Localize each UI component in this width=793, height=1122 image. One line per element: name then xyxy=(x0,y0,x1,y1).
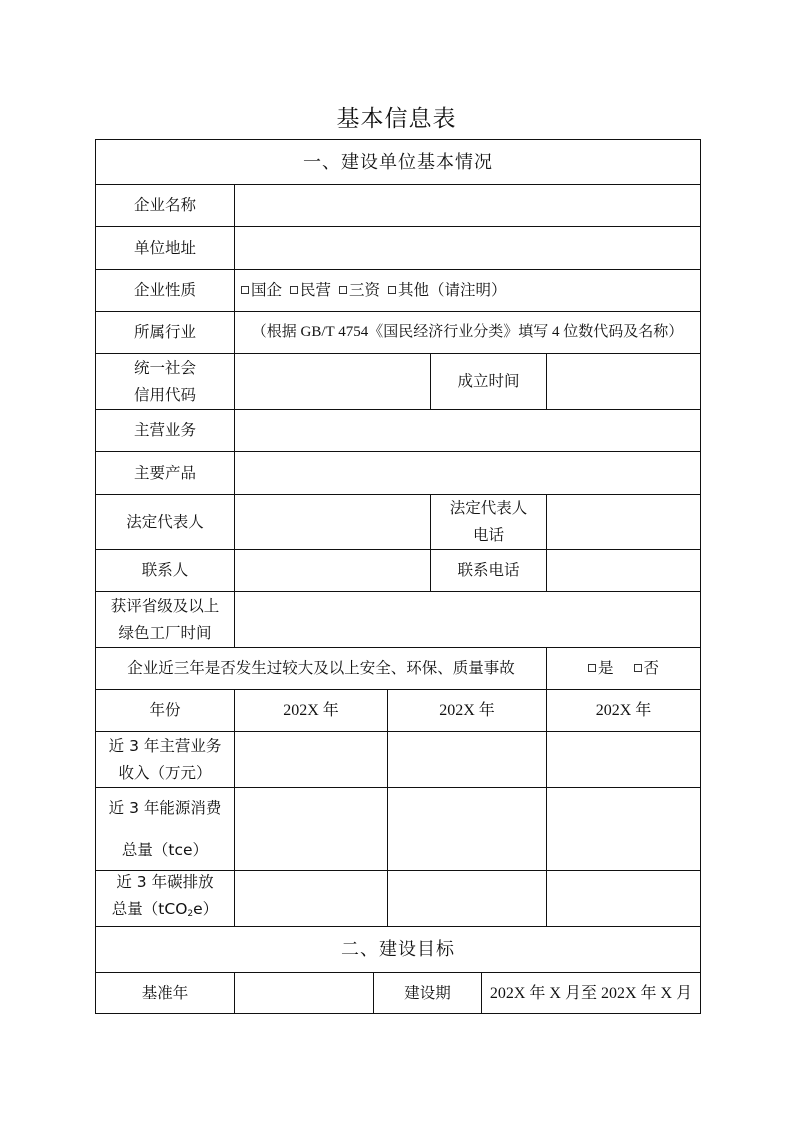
credit-code-label-line1: 统一社会 xyxy=(133,358,196,377)
nature-option-label: 其他（请注明） xyxy=(398,281,507,299)
accident-option-yes-label: 是 xyxy=(597,659,614,677)
company-name-label xyxy=(95,184,235,227)
carbon-label-line1: 近 3 年碳排放 xyxy=(116,873,214,891)
page-title: 基本信息表 xyxy=(336,106,457,132)
period-label-text: 建设期 xyxy=(404,983,451,1002)
carbon-label-prefix: 总量（tCO xyxy=(111,900,188,918)
checkbox-icon[interactable] xyxy=(290,286,298,294)
credit-code-field[interactable] xyxy=(234,353,431,410)
section-2-heading-text: 二、建设目标 xyxy=(341,939,455,960)
legal-rep-phone-label xyxy=(430,494,547,550)
carbon-year-1-field[interactable] xyxy=(234,870,388,927)
accident-question xyxy=(95,647,547,690)
nature-option-label: 民营 xyxy=(300,281,332,299)
carbon-label-line2 xyxy=(112,896,218,928)
year-column-2 xyxy=(387,689,547,732)
address-label-text: 单位地址 xyxy=(133,238,196,257)
legal-rep-phone-field[interactable] xyxy=(546,494,701,550)
base-year-field[interactable] xyxy=(234,972,374,1014)
period-field[interactable] xyxy=(481,972,701,1014)
section-1-heading-text: 一、建设单位基本情况 xyxy=(303,151,493,173)
energy-year-1-field[interactable] xyxy=(234,787,388,871)
nature-label-text: 企业性质 xyxy=(133,281,196,299)
checkbox-icon[interactable] xyxy=(339,286,347,294)
year-label xyxy=(95,689,235,732)
energy-label xyxy=(95,787,235,871)
revenue-year-3-field[interactable] xyxy=(546,731,701,788)
revenue-year-1-field[interactable] xyxy=(234,731,388,788)
green-factory-label xyxy=(95,591,235,648)
contact-label xyxy=(95,549,235,592)
legal-rep-label-text: 法定代表人 xyxy=(126,512,204,531)
section-2-heading xyxy=(95,926,701,973)
carbon-year-3-field[interactable] xyxy=(546,870,701,927)
checkbox-icon[interactable] xyxy=(588,664,596,672)
accident-question-text: 企业近三年是否发生过较大及以上安全、环保、质量事故 xyxy=(127,659,515,677)
industry-field[interactable] xyxy=(234,311,701,354)
established-field[interactable] xyxy=(546,353,701,410)
year-3-text: 202X 年 xyxy=(595,702,652,719)
legal-rep-phone-label-line1: 法定代表人 xyxy=(449,499,528,517)
address-field[interactable] xyxy=(234,226,701,270)
energy-year-3-field[interactable] xyxy=(546,787,701,871)
energy-label-line2: 总量（tce） xyxy=(121,841,209,859)
carbon-label-suffix: e） xyxy=(193,900,219,918)
address-label xyxy=(95,226,235,270)
credit-code-label-line2: 信用代码 xyxy=(133,385,196,404)
base-year-label-text: 基准年 xyxy=(141,983,189,1002)
carbon-label-subscript: 2 xyxy=(187,909,194,919)
company-name-field[interactable] xyxy=(234,184,701,227)
nature-option-other[interactable] xyxy=(388,277,507,304)
main-products-field[interactable] xyxy=(234,451,701,495)
accident-option-no[interactable] xyxy=(634,655,660,682)
nature-option-foreign[interactable] xyxy=(339,277,380,304)
nature-label xyxy=(95,269,235,312)
year-column-3 xyxy=(546,689,701,732)
accident-options xyxy=(546,647,701,690)
green-factory-field[interactable] xyxy=(234,591,701,648)
base-year-label xyxy=(95,972,235,1014)
nature-option-label: 三资 xyxy=(349,281,381,299)
accident-option-yes[interactable] xyxy=(588,655,614,682)
period-label xyxy=(373,972,482,1014)
revenue-label-line1: 近 3 年主营业务 xyxy=(108,736,222,755)
contact-phone-label xyxy=(430,549,547,592)
industry-hint: （根据 GB/T 4754《国民经济行业分类》填写 4 位数代码及名称） xyxy=(251,324,684,340)
established-label-text: 成立时间 xyxy=(457,372,520,390)
nature-option-label: 国企 xyxy=(251,281,283,299)
green-factory-label-line2: 绿色工厂时间 xyxy=(118,623,212,642)
main-products-label-text: 主要产品 xyxy=(133,463,196,482)
nature-option-private[interactable] xyxy=(290,277,331,304)
contact-phone-label-text: 联系电话 xyxy=(457,561,520,579)
nature-option-state-owned[interactable] xyxy=(241,277,282,304)
industry-label xyxy=(95,311,235,354)
green-factory-label-line1: 获评省级及以上 xyxy=(110,596,220,615)
established-label xyxy=(430,353,547,410)
industry-label-text: 所属行业 xyxy=(133,323,196,341)
contact-phone-field[interactable] xyxy=(546,549,701,592)
energy-year-2-field[interactable] xyxy=(387,787,547,871)
energy-label-line1: 近 3 年能源消费 xyxy=(108,799,222,817)
revenue-label-line2: 收入（万元） xyxy=(118,763,212,782)
carbon-year-2-field[interactable] xyxy=(387,870,547,927)
legal-rep-phone-label-line2: 电话 xyxy=(472,526,504,544)
checkbox-icon[interactable] xyxy=(241,286,249,294)
legal-rep-label xyxy=(95,494,235,550)
section-1-heading xyxy=(95,139,701,185)
main-business-label xyxy=(95,409,235,452)
contact-label-text: 联系人 xyxy=(141,561,189,579)
year-2-text: 202X 年 xyxy=(439,702,495,719)
accident-option-no-label: 否 xyxy=(643,659,660,677)
checkbox-icon[interactable] xyxy=(634,664,642,672)
company-name-label-text: 企业名称 xyxy=(133,196,196,214)
revenue-year-2-field[interactable] xyxy=(387,731,547,788)
period-value: 202X 年 X 月至 202X 年 X 月 xyxy=(489,984,693,1002)
checkbox-icon[interactable] xyxy=(388,286,396,294)
carbon-label xyxy=(95,870,235,927)
credit-code-label xyxy=(95,353,235,410)
main-products-label xyxy=(95,451,235,495)
contact-field[interactable] xyxy=(234,549,431,592)
nature-options xyxy=(234,269,701,312)
year-1-text: 202X 年 xyxy=(283,702,339,719)
revenue-label xyxy=(95,731,235,788)
year-column-1 xyxy=(234,689,388,732)
year-label-text: 年份 xyxy=(149,701,181,719)
main-business-field[interactable] xyxy=(234,409,701,452)
legal-rep-field[interactable] xyxy=(234,494,431,550)
main-business-label-text: 主营业务 xyxy=(133,421,196,439)
